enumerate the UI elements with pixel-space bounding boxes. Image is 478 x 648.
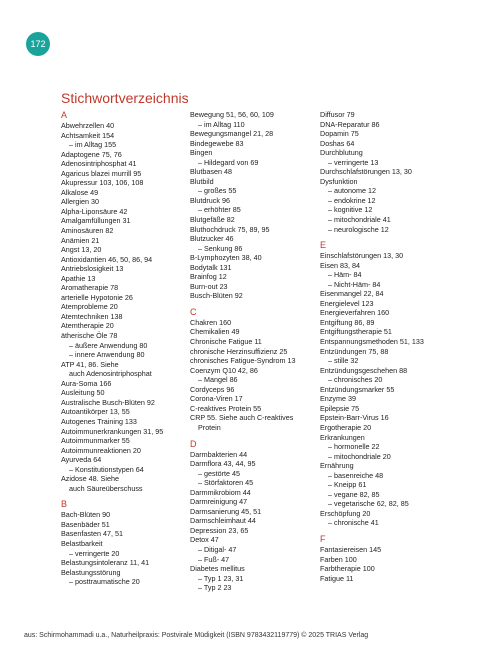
source-footer: aus: Schirmohammadi u.a., Naturheilpraxis: Postvirale Müdigkeit (ISBN 9783432119779) © 2025 TRIAS Verlag bbox=[24, 632, 369, 639]
index-entry: Autoimmunerkrankungen 31, 95 bbox=[61, 426, 164, 436]
index-entry: – großes 55 bbox=[198, 186, 237, 196]
index-entry: – Störfaktoren 45 bbox=[198, 478, 254, 488]
index-entry: Apathie 13 bbox=[61, 273, 96, 283]
index-column-2 bbox=[190, 110, 340, 593]
index-entry: – Ditigal- 47 bbox=[198, 544, 237, 554]
index-entry: Entzündungen 75, 88 bbox=[320, 346, 389, 356]
index-entry: Eisenmangel 22, 84 bbox=[320, 289, 384, 299]
index-entry: Erkrankungen bbox=[320, 432, 365, 442]
index-entry: Allergien 30 bbox=[61, 197, 99, 207]
index-entry: Angst 13, 20 bbox=[61, 245, 102, 255]
index-entry: Darmbakterien 44 bbox=[190, 449, 248, 459]
index-entry: Amalgamfüllungen 31 bbox=[61, 216, 131, 226]
index-entry: Busch-Blüten 92 bbox=[190, 291, 243, 301]
index-entry: Bingen bbox=[190, 148, 213, 158]
index-entry: Energieverfahren 160 bbox=[320, 308, 390, 318]
index-entry: Cordyceps 96 bbox=[190, 384, 235, 394]
index-entry: Bluthochdruck 75, 89, 95 bbox=[190, 224, 270, 234]
index-entry: Belastungsstörung bbox=[61, 567, 121, 577]
index-entry: Energielevel 123 bbox=[320, 298, 374, 308]
index-entry: B-Lymphozyten 38, 40 bbox=[190, 253, 262, 263]
index-column-3 bbox=[320, 110, 470, 583]
index-entry: Entzündungsgeschehen 88 bbox=[320, 365, 408, 375]
index-entry: – stille 32 bbox=[328, 356, 359, 366]
index-entry: Azidose 48. Siehe bbox=[61, 474, 119, 484]
index-entry: Detox 47 bbox=[190, 535, 219, 545]
index-entry: Coenzym Q10 42, 86 bbox=[190, 365, 258, 375]
index-entry: Darmsanierung 45, 51 bbox=[190, 506, 262, 516]
index-entry: – posttraumatische 20 bbox=[69, 577, 140, 587]
index-entry: Entgiftung 86, 89 bbox=[320, 317, 375, 327]
index-entry: – kognitive 12 bbox=[328, 205, 373, 215]
index-entry: Basenfasten 47, 51 bbox=[61, 529, 123, 539]
index-entry: chronisches Fatigue-Syndrom 13 bbox=[190, 356, 296, 366]
index-entry: CRP 55. Siehe auch C-reaktives bbox=[190, 413, 294, 423]
index-letter-heading: E bbox=[320, 240, 327, 251]
index-entry: Adenosintriphosphat 41 bbox=[61, 159, 137, 169]
index-entry: Enzyme 39 bbox=[320, 394, 356, 404]
index-entry: – Typ 1 23, 31 bbox=[198, 573, 244, 583]
page-title: Stichwortverzeichnis bbox=[61, 90, 189, 106]
index-entry: – chronische 41 bbox=[328, 518, 379, 528]
index-entry: Chronische Fatigue 11 bbox=[190, 337, 262, 347]
index-entry: Blutzucker 46 bbox=[190, 234, 234, 244]
index-entry: – vegetarische 62, 82, 85 bbox=[328, 499, 409, 509]
index-entry: Abwehrzellen 40 bbox=[61, 121, 115, 130]
index-entry: Adaptogene 75, 76 bbox=[61, 149, 122, 159]
index-entry: Belastungsintoleranz 11, 41 bbox=[61, 558, 150, 568]
index-entry: Aura-Soma 166 bbox=[61, 378, 112, 388]
index-entry: – erhöhter 85 bbox=[198, 205, 241, 215]
index-entry: – im Alltag 155 bbox=[69, 140, 117, 150]
index-entry: Durchblutung bbox=[320, 148, 363, 158]
index-entry: Burn-out 23 bbox=[190, 281, 228, 291]
index-entry: Farbtherapie 100 bbox=[320, 564, 375, 574]
index-entry: Australische Busch-Blüten 92 bbox=[61, 397, 155, 407]
index-entry: – verringerte 13 bbox=[328, 157, 379, 167]
index-entry: – gestörte 45 bbox=[198, 468, 240, 478]
index-entry: Diffusor 79 bbox=[320, 110, 355, 119]
index-entry: – hormonelle 22 bbox=[328, 442, 380, 452]
index-entry: Belastbarkeit bbox=[61, 538, 103, 548]
index-entry: Darmmikrobiom 44 bbox=[190, 487, 251, 497]
index-entry: Antioxidantien 46, 50, 86, 94 bbox=[61, 254, 153, 264]
index-entry: Chemikalien 49 bbox=[190, 327, 240, 337]
index-entry: Fatigue 11 bbox=[320, 573, 354, 583]
index-entry: auch Adenosintriphosphat bbox=[69, 369, 152, 379]
index-letter-heading: C bbox=[190, 306, 197, 317]
index-entry: Epstein-Barr-Virus 16 bbox=[320, 413, 389, 423]
index-letter-heading: A bbox=[61, 110, 68, 120]
index-entry: Alkalose 49 bbox=[61, 187, 99, 197]
index-entry: Fantasiereisen 145 bbox=[320, 544, 382, 554]
index-entry: Corona-Viren 17 bbox=[190, 394, 243, 404]
index-entry: Akupressur 103, 106, 108 bbox=[61, 178, 144, 188]
index-entry: – äußere Anwendung 80 bbox=[69, 340, 148, 350]
index-entry: Eisen 83, 84 bbox=[320, 260, 360, 270]
index-entry: Einschlafstörungen 13, 30 bbox=[320, 251, 404, 261]
index-entry: Chakren 160 bbox=[190, 317, 232, 327]
index-entry: – Konstitutionstypen 64 bbox=[69, 464, 144, 474]
index-entry: auch Säureüberschuss bbox=[69, 483, 143, 493]
index-entry: – Nicht-Häm- 84 bbox=[328, 279, 381, 289]
index-entry: – neurologische 12 bbox=[328, 224, 389, 234]
index-entry: Entzündungsmarker 55 bbox=[320, 384, 395, 394]
index-entry: Ergotherapie 20 bbox=[320, 422, 372, 432]
index-entry: Autoimmunmarker 55 bbox=[61, 436, 130, 446]
index-entry: Dopamin 75 bbox=[320, 129, 359, 139]
index-entry: chronische Herzinsuffizienz 25 bbox=[190, 346, 288, 356]
index-entry: Antriebslosigkeit 13 bbox=[61, 264, 124, 274]
index-entry: C-reaktives Protein 55 bbox=[190, 403, 262, 413]
index-entry: Bach-Blüten 90 bbox=[61, 510, 111, 520]
index-entry: Blutdruck 96 bbox=[190, 195, 230, 205]
index-entry: Atemtherapie 20 bbox=[61, 321, 114, 331]
index-entry: Atemtechniken 138 bbox=[61, 311, 123, 321]
index-entry: Atemprobleme 20 bbox=[61, 302, 118, 312]
index-entry: Blutbasen 48 bbox=[190, 167, 232, 177]
index-entry: – Hildegard von 69 bbox=[198, 157, 259, 167]
index-entry: – autonome 12 bbox=[328, 186, 376, 196]
index-entry: Basenbäder 51 bbox=[61, 519, 110, 529]
index-entry: Farben 100 bbox=[320, 554, 357, 564]
index-letter-heading: B bbox=[61, 499, 68, 510]
index-entry: Epilepsie 75 bbox=[320, 403, 360, 413]
index-entry: Diabetes mellitus bbox=[190, 564, 245, 574]
index-entry: Agaricus blazei murrill 95 bbox=[61, 168, 142, 178]
index-entry: – verringerte 20 bbox=[69, 548, 120, 558]
index-entry: – mitochondriale 41 bbox=[328, 215, 391, 225]
index-entry: – basenreiche 48 bbox=[328, 470, 384, 480]
index-entry: Brainfog 12 bbox=[190, 272, 227, 282]
index-entry: Dysfunktion bbox=[320, 176, 358, 186]
index-entry: DNA-Reparatur 86 bbox=[320, 119, 380, 129]
index-entry: Autoimmunreaktionen 20 bbox=[61, 445, 141, 455]
index-entry: Bewegungsmangel 21, 28 bbox=[190, 129, 274, 139]
index-entry: – innere Anwendung 80 bbox=[69, 350, 145, 360]
index-entry: – Häm- 84 bbox=[328, 270, 362, 280]
index-entry: – chronisches 20 bbox=[328, 375, 383, 385]
index-entry: Bewegung 51, 56, 60, 109 bbox=[190, 110, 274, 119]
index-entry: ATP 41, 86. Siehe bbox=[61, 359, 119, 369]
index-entry: Entgiftungstherapie 51 bbox=[320, 327, 392, 337]
index-entry: Anämien 21 bbox=[61, 235, 100, 245]
index-entry: – Senkung 86 bbox=[198, 243, 243, 253]
index-entry: Darmflora 43, 44, 95 bbox=[190, 459, 256, 469]
index-entry: Depression 23, 65 bbox=[190, 525, 249, 535]
index-entry: Bindegewebe 83 bbox=[190, 138, 244, 148]
index-entry: Autogenes Training 133 bbox=[61, 416, 137, 426]
index-entry: Durchschlafstörungen 13, 30 bbox=[320, 167, 412, 177]
index-column-1 bbox=[61, 110, 181, 587]
index-entry: Autoantikörper 13, 55 bbox=[61, 407, 130, 417]
index-letter-heading: D bbox=[190, 438, 197, 449]
index-entry: – Fuß- 47 bbox=[198, 554, 230, 564]
index-entry: – endokrine 12 bbox=[328, 195, 376, 205]
index-entry: Aromatherapie 78 bbox=[61, 283, 119, 293]
index-entry: – vegane 82, 85 bbox=[328, 489, 380, 499]
index-entry: ätherische Öle 78 bbox=[61, 331, 118, 341]
index-entry: Ernährung bbox=[320, 461, 354, 471]
index-entry: Blutbild bbox=[190, 176, 214, 186]
index-entry: Ayurveda 64 bbox=[61, 455, 102, 465]
index-entry: Protein bbox=[198, 422, 221, 432]
index-entry: – Kneipp 61 bbox=[328, 480, 367, 490]
index-entry: Aminosäuren 82 bbox=[61, 226, 114, 236]
index-entry: arterielle Hypotonie 26 bbox=[61, 292, 133, 302]
index-entry: Darmreinigung 47 bbox=[190, 497, 248, 507]
index-entry: Darmschleimhaut 44 bbox=[190, 516, 256, 526]
index-entry: Doshas 64 bbox=[320, 138, 355, 148]
index-entry: Erschöpfung 20 bbox=[320, 508, 371, 518]
index-entry: – mitochondriale 20 bbox=[328, 451, 391, 461]
index-entry: Ausleitung 50 bbox=[61, 388, 105, 398]
index-entry: – im Alltag 110 bbox=[198, 119, 245, 129]
index-entry: Alpha-Liponsäure 42 bbox=[61, 206, 128, 216]
index-entry: Blutgefäße 82 bbox=[190, 215, 235, 225]
page-number-badge: 172 bbox=[26, 32, 50, 56]
index-entry: Bodytalk 131 bbox=[190, 262, 232, 272]
index-entry: – Mangel 86 bbox=[198, 375, 238, 385]
index-letter-heading: F bbox=[320, 533, 326, 544]
index-entry: – Typ 2 23 bbox=[198, 583, 232, 593]
index-entry: Achtsamkeit 154 bbox=[61, 130, 115, 140]
index-entry: Entspannungsmethoden 51, 133 bbox=[320, 337, 424, 347]
